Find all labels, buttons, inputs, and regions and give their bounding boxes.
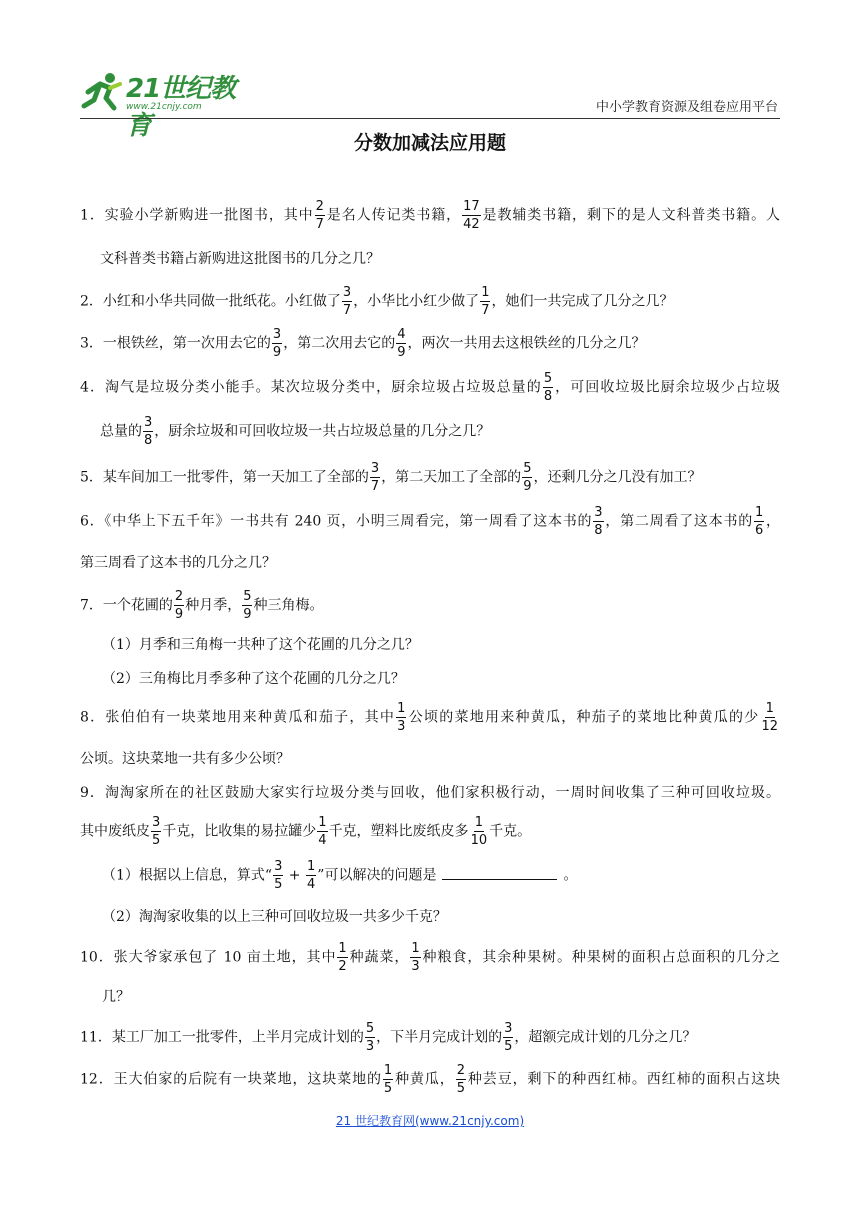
platform-name: 中小学教育资源及组卷应用平台 (595, 100, 778, 115)
header-divider (80, 118, 780, 119)
fraction: $\frac{1}{3}$ (397, 701, 406, 734)
problem-2: 2．小红和小华共同做一批纸花。小红做了 $\frac{3}{7}$ ，小华比小红少做了 $\frac{1}{7}$ ，她们一共完成了几分之几？ (80, 285, 674, 318)
fraction: $\frac{2}{5}$ (456, 1063, 465, 1096)
problem-11: 11．某工厂加工一批零件，上半月完成计划的 $\frac{5}{3}$ ，下半月完成计划的 $\frac{3}{5}$ ，超额完成计划的几分之几？ (80, 1021, 697, 1054)
fraction: $\frac{3}{7}$ (342, 285, 352, 318)
fraction: $\frac{1}{6}$ (754, 505, 764, 538)
fraction: $\frac{17}{42}$ (463, 199, 480, 232)
problem-12: 12．王大伯家的后院有一块菜地，这块菜地的 $\frac{1}{5}$ 种黄瓜， $\frac{2}{5}$ 种芸豆，剩下的种西红柿。西红柿的面积占这块 (80, 1063, 780, 1096)
problem-8-line-1: 8．张伯伯有一块菜地用来种黄瓜和茄子，其中 $\frac{1}{3}$ 公顷的菜地用来种黄瓜，种茄子的菜地比种黄瓜的少 $\frac{1}{12}$ (80, 701, 779, 734)
fraction: $\frac{5}{9}$ (243, 589, 252, 622)
fraction: $\frac{1}{4}$ (307, 859, 316, 892)
fraction: $\frac{2}{7}$ (315, 199, 324, 232)
logo-url: www.21cnjy.com (126, 102, 202, 112)
fraction: $\frac{5}{9}$ (523, 461, 532, 494)
problem-6-line-1: 6．《中华上下五千年》一书共有 240 页，小明三周看完，第一周看了这本书的 $\frac{3}{8}$ ，第二周看了这本书的 $\frac{1}{6}$ ， (80, 505, 781, 538)
fraction: $\frac{5}{8}$ (543, 371, 553, 404)
fraction: $\frac{1}{5}$ (383, 1063, 393, 1096)
runner-logo-icon (80, 72, 124, 112)
fraction: $\frac{3}{5}$ (152, 815, 161, 848)
problem-7: 7．一个花圃的 $\frac{2}{9}$ 种月季， $\frac{5}{9}$ 种三角梅。 (80, 589, 324, 622)
problem-5: 5．某车间加工一批零件，第一天加工了全部的 $\frac{3}{7}$ ，第二天加工了全部的 $\frac{5}{9}$ ，还剩几分之几没有加工？ (80, 461, 702, 494)
problem-10-line-2: 几？ (102, 989, 130, 1005)
problem-9-sub-1: （1）根据以上信息，算式“ $\frac{3}{5}$ + $\frac{1}{4}$ ”可以解决的问题是 。 (102, 859, 578, 892)
fraction: $\frac{2}{9}$ (174, 589, 184, 622)
problem-9-line-2: 其中废纸皮 $\frac{3}{5}$ 千克，比收集的易拉罐少 $\frac{1}{4}$ 千克，塑料比废纸皮多 $\frac{1}{10}$ 千克。 (80, 815, 532, 848)
fraction: $\frac{3}{8}$ (594, 505, 603, 538)
problem-3: 3．一根铁丝，第一次用去它的 $\frac{3}{9}$ ，第二次用去它的 $\frac{4}{9}$ ，两次一共用去这根铁丝的几分之几？ (80, 327, 646, 360)
fraction: $\frac{3}{7}$ (370, 461, 380, 494)
fraction: $\frac{3}{8}$ (144, 415, 153, 448)
fraction: $\frac{3}{5}$ (504, 1021, 513, 1054)
fraction: $\frac{4}{9}$ (397, 327, 406, 360)
fraction: $\frac{3}{5}$ (274, 859, 283, 892)
problem-4-line-2: 总量的 $\frac{3}{8}$ ，厨余垃圾和可回收垃圾一共占垃圾总量的几分之几？ (100, 415, 491, 448)
fraction: $\frac{5}{3}$ (365, 1021, 375, 1054)
logo (80, 68, 250, 141)
page-header (80, 66, 780, 141)
fraction: $\frac{1}{4}$ (318, 815, 327, 848)
logo-text: 21世纪教育 (126, 74, 236, 141)
problem-9-line-1: 9．淘淘家所在的社区鼓励大家实行垃圾分类与回收，他们家积极行动，一周时间收集了三种可回收垃圾。 (80, 785, 780, 801)
fraction: $\frac{1}{3}$ (411, 941, 420, 974)
page-footer (0, 1112, 860, 1129)
fraction: $\frac{1}{12}$ (761, 701, 779, 734)
fraction: $\frac{1}{7}$ (481, 285, 490, 318)
page-title: 分数加减法应用题 (353, 132, 506, 154)
fraction: $\frac{1}{2}$ (338, 941, 347, 974)
problem-1-line-1: 1．实验小学新购进一批图书，其中 $\frac{2}{7}$ 是名人传记类书籍， $\frac{17}{42}$ 是教辅类书籍，剩下的是人文科普类书籍。人 (80, 199, 780, 232)
problem-7-sub-2: （2）三角梅比月季多种了这个花圃的几分之几？ (102, 671, 405, 687)
problem-8-line-2: 公顷。这块菜地一共有多少公顷？ (80, 751, 290, 767)
problem-4-line-1: 4．淘气是垃圾分类小能手。某次垃圾分类中，厨余垃圾占垃圾总量的 $\frac{5}{8}$ ，可回收垃圾比厨余垃圾少占垃圾 (80, 371, 781, 404)
fraction: $\frac{3}{9}$ (272, 327, 282, 360)
problem-6-line-2: 第三周看了这本书的几分之几？ (80, 555, 276, 571)
problem-10-line-1: 10．张大爷家承包了 10 亩土地，其中 $\frac{1}{2}$ 种蔬菜， $\frac{1}{3}$ 种粮食，其余种果树。种果树的面积占总面积的几分之 (80, 941, 781, 974)
fraction: $\frac{1}{10}$ (470, 815, 488, 848)
problem-1-line-2: 文科普类书籍占新购进这批图书的几分之几？ (100, 251, 380, 267)
answer-blank[interactable] (442, 865, 557, 880)
problem-9-sub-2: （2）淘淘家收集的以上三种可回收垃圾一共多少千克？ (102, 909, 447, 925)
problem-7-sub-1: （1）月季和三角梅一共种了这个花圃的几分之几？ (102, 637, 419, 653)
footer-link[interactable]: 21 世纪教育网(www.21cnjy.com) (335, 1114, 525, 1128)
